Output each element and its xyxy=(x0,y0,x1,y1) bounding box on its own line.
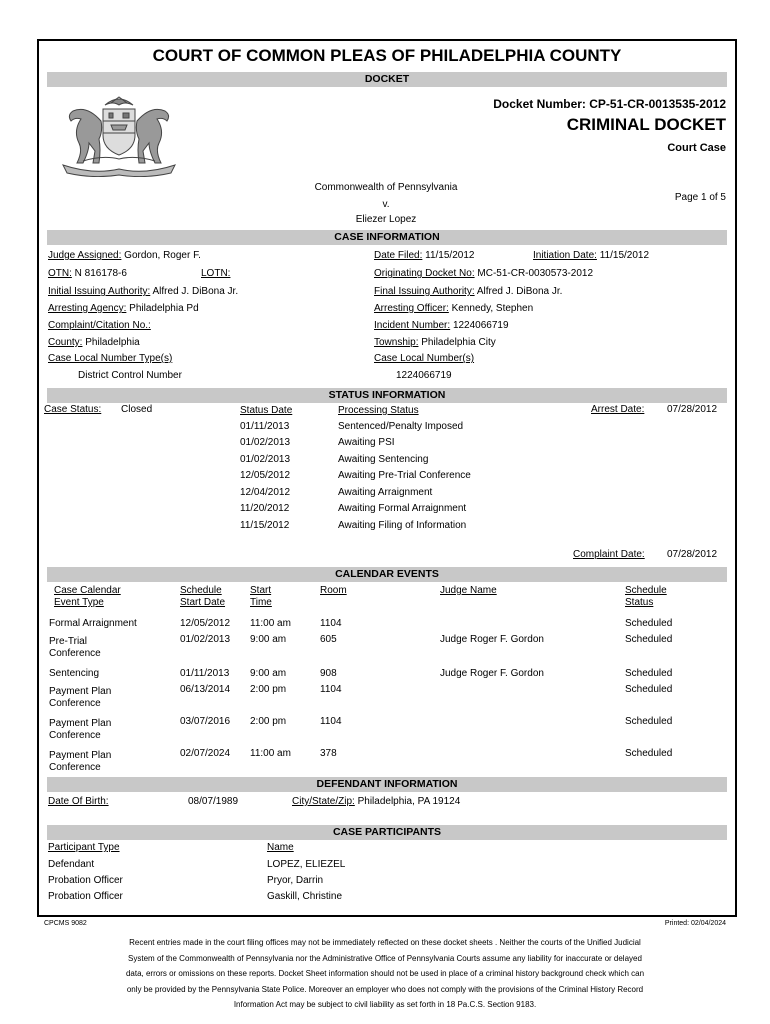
case-kind: Court Case xyxy=(667,142,726,154)
page-number: Page 1 of 5 xyxy=(674,192,726,203)
status-row-date: 01/11/2013 xyxy=(240,421,290,432)
event-time: 11:00 am xyxy=(250,618,291,629)
originating-docket: Originating Docket No: MC-51-CR-0030573-2012 xyxy=(374,268,594,279)
status-row-status: Awaiting Filing of Information xyxy=(338,520,467,531)
defendant-information-bar: DEFENDANT INFORMATION xyxy=(47,777,727,792)
status-row-date: 12/04/2012 xyxy=(240,487,291,498)
judge-assigned: Judge Assigned: Gordon, Roger F. xyxy=(48,250,201,261)
complaint-date-value: 07/28/2012 xyxy=(667,549,718,560)
start-time-header: Start Time xyxy=(250,585,272,608)
event-date: 01/02/2013 xyxy=(180,634,231,645)
event-time: 2:00 pm xyxy=(250,716,287,727)
schedule-status-header: Schedule Status xyxy=(625,585,667,608)
complaint-date-label: Complaint Date: xyxy=(573,549,645,560)
disclaimer xyxy=(0,935,770,1013)
form-id: CPCMS 9082 xyxy=(44,920,87,927)
lotn: LOTN: xyxy=(201,268,231,279)
event-type-header: Case Calendar Event Type xyxy=(54,585,121,608)
calendar-events-bar: CALENDAR EVENTS xyxy=(47,567,727,582)
participant-name: Gaskill, Christine xyxy=(267,891,343,902)
event-room: 1104 xyxy=(320,618,342,629)
status-information-bar: STATUS INFORMATION xyxy=(47,388,727,403)
arresting-officer: Arresting Officer: Kennedy, Stephen xyxy=(374,303,534,314)
event-status: Scheduled xyxy=(625,716,673,727)
case-local-number-type-value: District Control Number xyxy=(78,370,182,381)
status-row-status: Awaiting Formal Arraignment xyxy=(338,503,467,514)
participant-type: Probation Officer xyxy=(48,891,123,902)
initial-issuing-authority: Initial Issuing Authority: Alfred J. DiBona Jr. xyxy=(48,286,239,297)
case-information-bar: CASE INFORMATION xyxy=(47,230,727,245)
status-row-status: Sentenced/Penalty Imposed xyxy=(338,421,464,432)
disclaimer-line: only be provided by the Pennsylvania State Police. Moreover an employer who does not comply with the provisions of the Criminal History Record xyxy=(126,984,644,994)
event-judge: Judge Roger F. Gordon xyxy=(440,634,544,645)
arrest-date-value: 07/28/2012 xyxy=(667,404,718,415)
township: Township: Philadelphia City xyxy=(374,337,496,348)
event-status: Scheduled xyxy=(625,684,673,695)
caption-line-2: v. xyxy=(382,199,390,210)
caption-line-1: Commonwealth of Pennsylvania xyxy=(314,182,458,193)
processing-status-header: Processing Status xyxy=(338,405,419,416)
final-issuing-authority: Final Issuing Authority: Alfred J. DiBona Jr. xyxy=(374,286,563,297)
docket-number: Docket Number: CP-51-CR-0013535-2012 xyxy=(493,97,726,111)
arresting-agency: Arresting Agency: Philadelphia Pd xyxy=(48,303,199,314)
start-date-header: Schedule Start Date xyxy=(180,585,226,608)
event-type: Payment Plan Conference xyxy=(49,750,112,773)
case-local-number-value: 1224066719 xyxy=(396,370,452,381)
docket-bar: DOCKET xyxy=(47,72,727,87)
disclaimer-line: data, errors or omissions on these reports. Docket Sheet information should not be used in place of a criminal history background check which can xyxy=(125,969,645,978)
arrest-date-label: Arrest Date: xyxy=(591,404,645,415)
status-row-status: Awaiting Arraignment xyxy=(338,487,433,498)
event-room: 605 xyxy=(320,634,337,645)
room-header: Room xyxy=(320,585,347,596)
event-type: Pre-Trial Conference xyxy=(49,636,101,659)
status-row-date: 11/20/2012 xyxy=(240,503,290,514)
date-filed: Date Filed: 11/15/2012 xyxy=(374,250,475,261)
event-room: 1104 xyxy=(320,684,342,695)
court-title: COURT OF COMMON PLEAS OF PHILADELPHIA COUNTY xyxy=(152,46,622,65)
event-date: 06/13/2014 xyxy=(180,684,231,695)
disclaimer-line: System of the Commonwealth of Pennsylvania nor the Administrative Office of Pennsylvania Courts assume any liability for inaccurate or delayed xyxy=(128,953,642,963)
status-row-status: Awaiting PSI xyxy=(338,437,395,448)
event-status: Scheduled xyxy=(625,668,673,679)
status-row-date: 12/05/2012 xyxy=(240,470,291,481)
case-participants-bar: CASE PARTICIPANTS xyxy=(47,825,727,840)
docket-type: CRIMINAL DOCKET xyxy=(566,115,726,134)
dob-label: Date Of Birth: xyxy=(48,796,109,807)
participant-type: Defendant xyxy=(48,859,95,870)
event-date: 12/05/2012 xyxy=(180,618,231,629)
event-type: Payment Plan Conference xyxy=(49,686,112,709)
event-status: Scheduled xyxy=(625,618,673,629)
status-row-status: Awaiting Pre-Trial Conference xyxy=(338,470,471,481)
case-local-number-label: Case Local Number(s) xyxy=(374,353,475,364)
status-date-header: Status Date xyxy=(240,405,293,416)
event-time: 2:00 pm xyxy=(250,684,287,695)
case-local-number-type-label: Case Local Number Type(s) xyxy=(48,353,173,364)
participant-name: Pryor, Darrin xyxy=(267,875,324,886)
event-date: 01/11/2013 xyxy=(180,668,230,679)
status-row-status: Awaiting Sentencing xyxy=(338,454,429,465)
event-time: 9:00 am xyxy=(250,668,287,679)
printed-date: Printed: 02/04/2024 xyxy=(664,920,726,927)
event-status: Scheduled xyxy=(625,748,673,759)
judge-name-header: Judge Name xyxy=(440,585,497,596)
event-room: 1104 xyxy=(320,716,342,727)
status-row-date: 01/02/2013 xyxy=(240,454,291,465)
incident-number: Incident Number: 1224066719 xyxy=(374,320,509,331)
status-row-date: 11/15/2012 xyxy=(240,520,290,531)
event-type: Formal Arraignment xyxy=(49,618,137,629)
docket-page xyxy=(37,39,737,917)
otn: OTN: N 816178-6 xyxy=(48,268,127,279)
event-date: 03/07/2016 xyxy=(180,716,231,727)
county: County: Philadelphia xyxy=(48,337,140,348)
initiation-date: Initiation Date: 11/15/2012 xyxy=(533,250,650,261)
event-type: Sentencing xyxy=(49,668,100,679)
caption-line-3: Eliezer Lopez xyxy=(355,214,417,225)
participant-type-header: Participant Type xyxy=(48,842,120,853)
complaint-citation: Complaint/Citation No.: xyxy=(48,320,151,331)
status-row-date: 01/02/2013 xyxy=(240,437,291,448)
event-status: Scheduled xyxy=(625,634,673,645)
event-time: 9:00 am xyxy=(250,634,287,645)
event-time: 11:00 am xyxy=(250,748,291,759)
disclaimer-line: Recent entries made in the court filing offices may not be immediately reflected on these docket sheets . Neither the courts of the Unified Judicial xyxy=(129,938,641,947)
dob-value: 08/07/1989 xyxy=(188,796,239,807)
participant-name-header: Name xyxy=(267,842,294,853)
case-status-value: Closed xyxy=(121,404,153,415)
participant-name: LOPEZ, ELIEZEL xyxy=(267,859,346,870)
participant-type: Probation Officer xyxy=(48,875,123,886)
event-judge: Judge Roger F. Gordon xyxy=(440,668,544,679)
event-date: 02/07/2024 xyxy=(180,748,231,759)
case-status-label: Case Status: xyxy=(44,404,102,415)
pennsylvania-coat-of-arms-icon xyxy=(53,91,185,177)
event-room: 908 xyxy=(320,668,337,679)
city-state-zip: City/State/Zip: Philadelphia, PA 19124 xyxy=(292,796,461,807)
event-type: Payment Plan Conference xyxy=(49,718,112,741)
disclaimer-line: Information Act may be subject to civil liability as set forth in 18 Pa.C.S. Section 9183. xyxy=(233,1000,537,1009)
event-room: 378 xyxy=(320,748,337,759)
